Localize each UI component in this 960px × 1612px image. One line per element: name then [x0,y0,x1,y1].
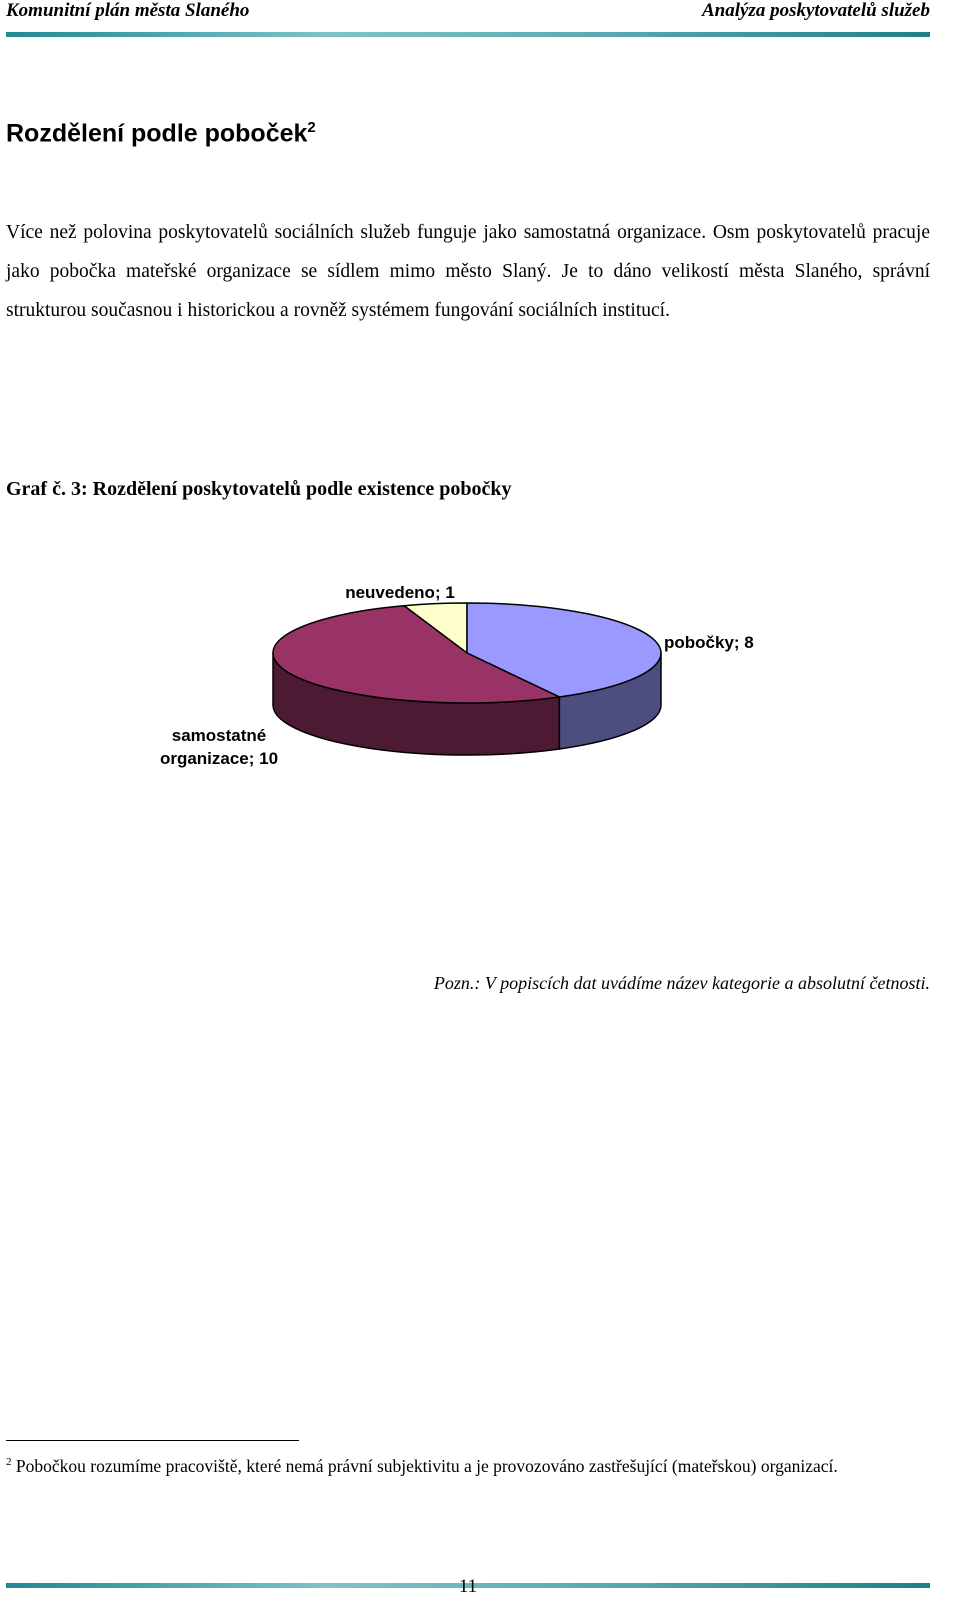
section-heading [6,119,316,148]
header-document-title: Komunitní plán města Slaného [6,0,250,21]
section-heading-text: Rozdělení podle poboček [6,119,308,148]
label-samostatne-line2: organizace; 10 [159,749,279,768]
footnote-reference: 2 [307,119,316,136]
figure-title: Graf č. 3: Rozdělení poskytovatelů podle existence pobočky [6,478,512,500]
body-paragraph: Více než polovina poskytovatelů sociálních služeb funguje jako samostatná organizace. Osm poskytovatelů pracuje jako pobočka mateřské organizace se sídlem mimo město Slaný. Je to dáno velikostí města Slaného, správní strukturou současnou i historickou a rovněž systémem fungování sociálních institucí. [6,222,930,321]
pie-slices [273,603,661,703]
pie-chart [0,560,960,800]
footnote-number: 2 [6,1456,12,1468]
footnote-separator [6,1440,299,1441]
figure-note: Pozn.: V popiscích dat uvádíme název kategorie a absolutní četnosti. [433,973,930,993]
label-pobocky: pobočky; 8 [664,633,754,652]
header-section-title: Analýza poskytovatelů služeb [701,0,930,21]
footnote-text: Pobočkou rozumíme pracoviště, které nemá právní subjektivitu a je provozováno zastřešující (mateřskou) organizací. [15,1455,838,1476]
footnote [6,1450,916,1478]
page-number: 11 [458,1576,478,1597]
label-neuvedeno: neuvedeno; 1 [345,583,455,602]
label-samostatne-line1: samostatné [171,726,267,745]
header-rule [6,32,930,37]
